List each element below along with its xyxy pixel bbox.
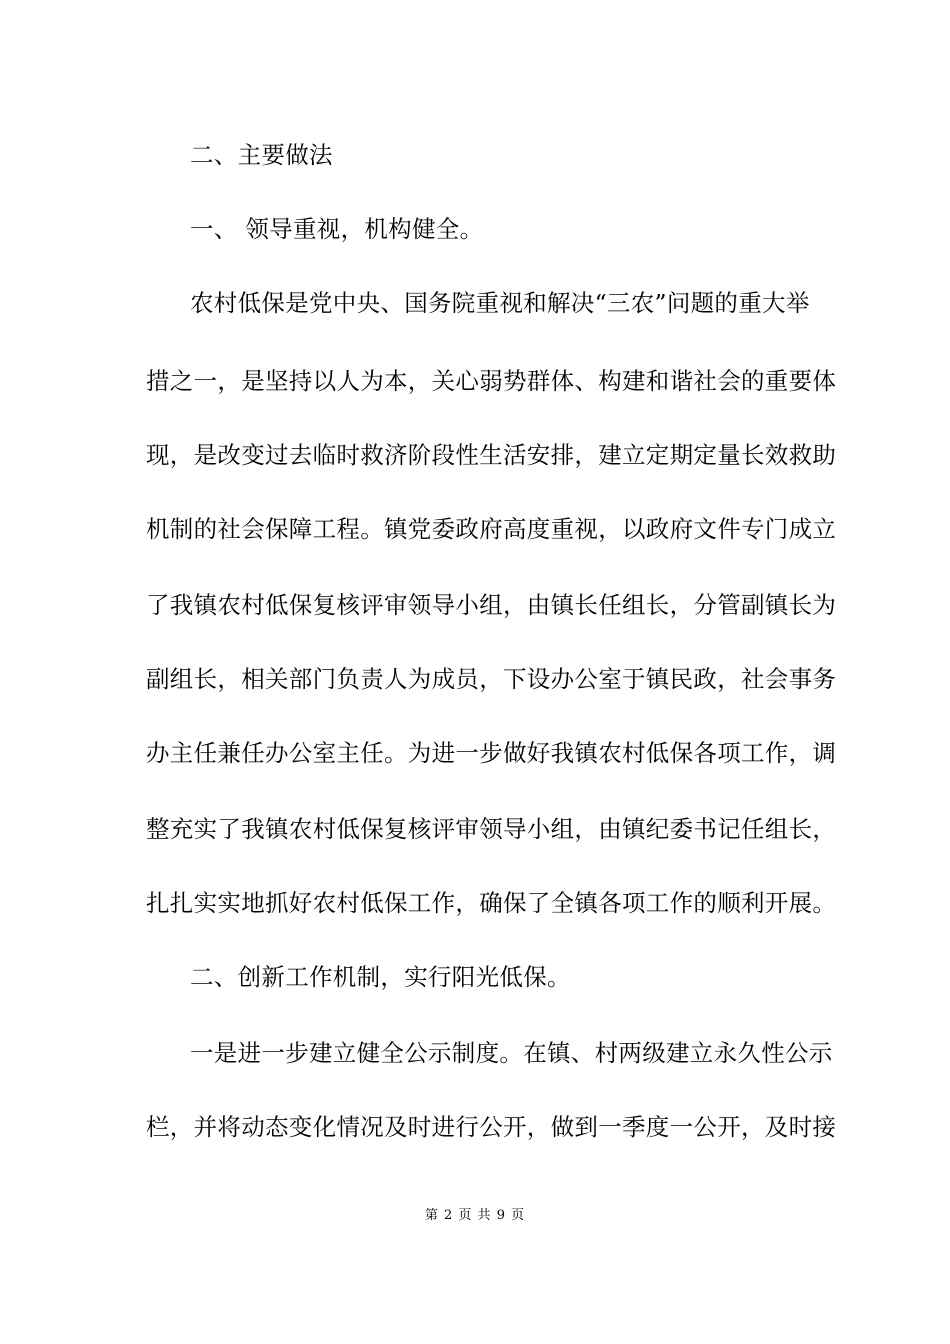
paragraph-line: 扎扎实实地抓好农村低保工作，确保了全镇各项工作的顺利开展。 bbox=[146, 889, 837, 917]
paragraph-line: 副组长，相关部门负责人为成员，下设办公室于镇民政，社会事务 bbox=[146, 665, 837, 693]
paragraph-line: 整充实了我镇农村低保复核评审领导小组，由镇纪委书记任组长， bbox=[146, 815, 837, 843]
paragraph-line: 措之一，是坚持以人为本，关心弱势群体、构建和谐社会的重要体 bbox=[146, 367, 837, 395]
section-heading-main-practices: 二、主要做法 bbox=[190, 141, 333, 169]
page-number-footer: 第 2 页 共 9 页 bbox=[424, 1208, 526, 1223]
subsection-heading-leadership: 一、 领导重视，机构健全。 bbox=[190, 215, 484, 243]
paragraph-line: 栏，并将动态变化情况及时进行公开，做到一季度一公开，及时接 bbox=[146, 1113, 837, 1141]
paragraph-line: 办主任兼任办公室主任。为进一步做好我镇农村低保各项工作，调 bbox=[146, 739, 837, 767]
paragraph-line: 机制的社会保障工程。镇党委政府高度重视，以政府文件专门成立 bbox=[146, 515, 837, 543]
paragraph-line: 现，是改变过去临时救济阶段性生活安排，建立定期定量长效救助 bbox=[146, 441, 837, 469]
paragraph-line: 了我镇农村低保复核评审领导小组，由镇长任组长，分管副镇长为 bbox=[146, 591, 837, 619]
paragraph-line: 一是进一步建立健全公示制度。在镇、村两级建立永久性公示 bbox=[190, 1039, 833, 1067]
paragraph-line: 农村低保是党中央、国务院重视和解决“三农”问题的重大举 bbox=[190, 289, 810, 317]
subsection-heading-innovation: 二、创新工作机制，实行阳光低保。 bbox=[190, 963, 571, 991]
